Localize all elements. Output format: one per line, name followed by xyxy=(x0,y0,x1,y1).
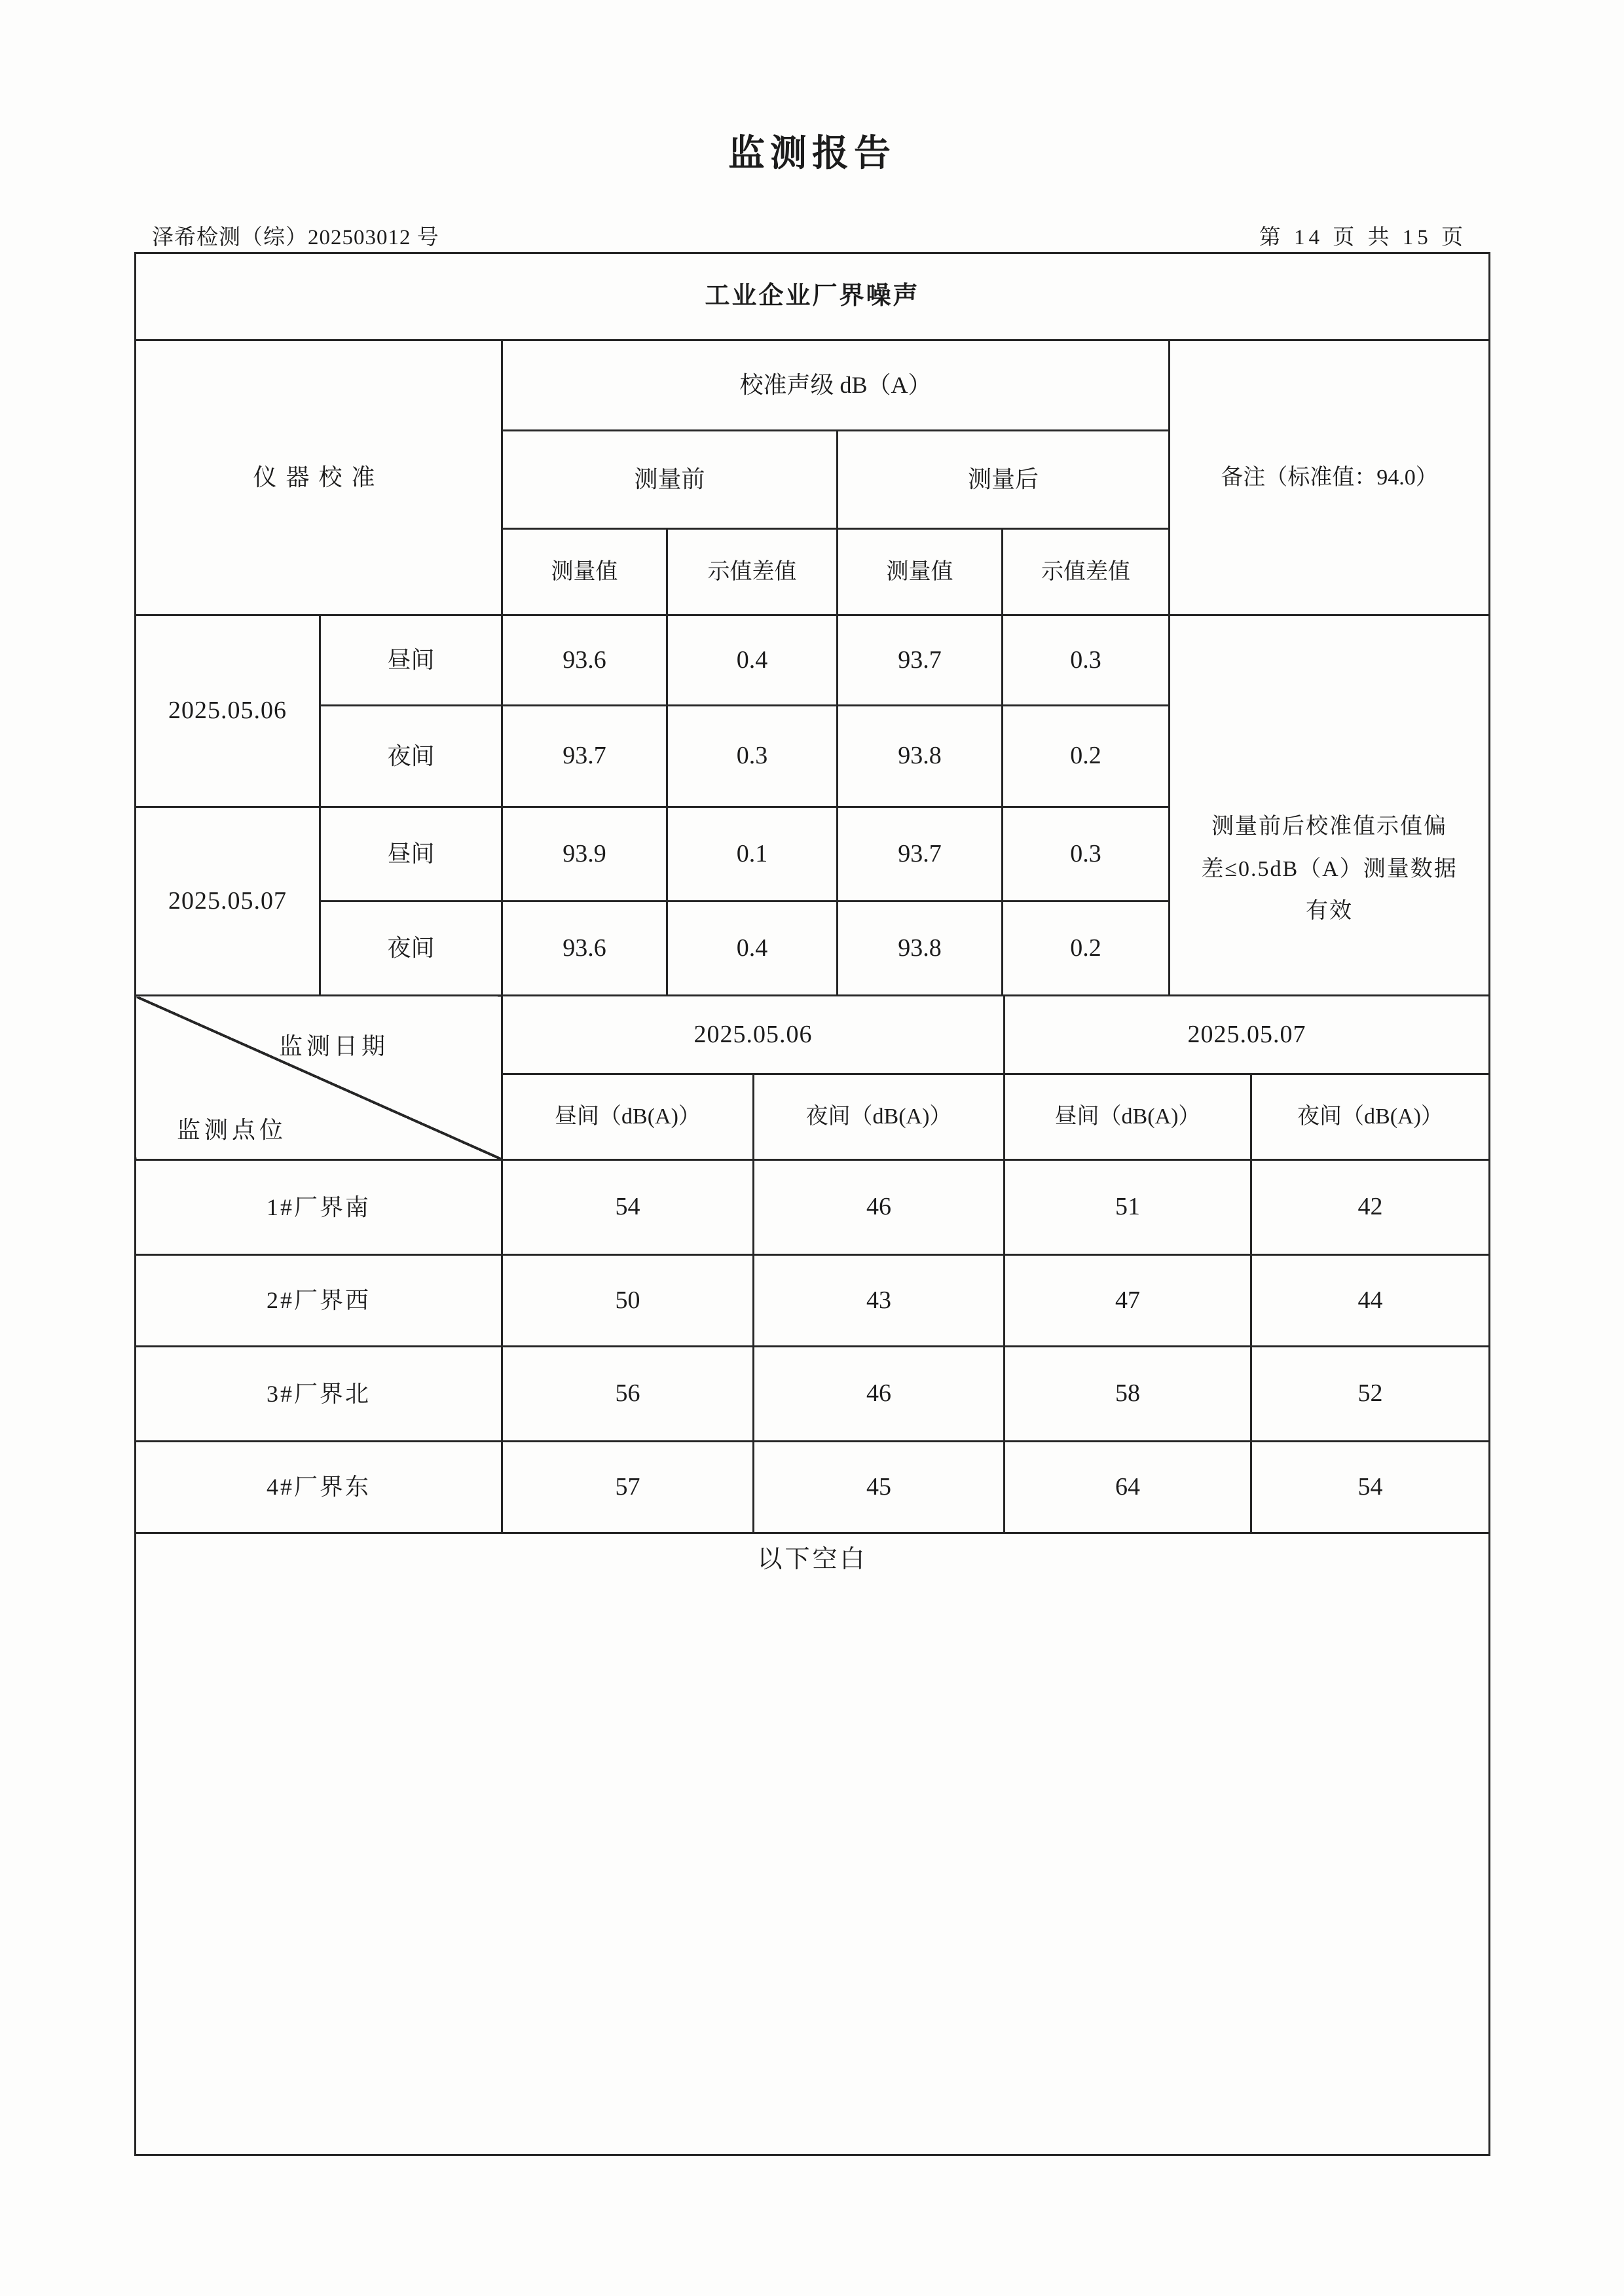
monitoring-point-label: 监测点位 xyxy=(177,1117,287,1143)
calibration-row xyxy=(136,615,1490,706)
night-column-header: 夜间（dB(A)） xyxy=(1251,1074,1490,1160)
noise-value: 47 xyxy=(1005,1255,1251,1347)
after-indication-diff: 0.2 xyxy=(1003,902,1170,996)
remark-note xyxy=(1170,615,1490,996)
monitoring-point: 4#厂界东 xyxy=(136,1442,502,1533)
page-title: 监测报告 xyxy=(728,134,896,174)
calibration-table xyxy=(134,252,1490,996)
indication-diff-header: 示值差值 xyxy=(667,529,838,615)
noise-value: 54 xyxy=(1251,1442,1490,1533)
noise-value: 51 xyxy=(1005,1160,1251,1255)
after-indication-diff: 0.3 xyxy=(1003,807,1170,902)
doc-number: 泽希检测（综）202503012 号 xyxy=(152,226,439,249)
before-measured-value: 93.7 xyxy=(502,706,667,807)
noise-value: 44 xyxy=(1251,1255,1490,1347)
noise-value: 58 xyxy=(1005,1347,1251,1442)
calibration-header-row-1 xyxy=(136,340,1490,431)
after-measured-value: 93.7 xyxy=(838,807,1003,902)
period-label: 昼间 xyxy=(320,807,502,902)
noise-value: 46 xyxy=(754,1160,1005,1255)
monitoring-row xyxy=(136,1442,1490,1533)
noise-value: 54 xyxy=(502,1160,754,1255)
period-label: 夜间 xyxy=(320,902,502,996)
noise-value: 57 xyxy=(502,1442,754,1533)
noise-table-wrap xyxy=(134,252,1488,2156)
noise-value: 64 xyxy=(1005,1442,1251,1533)
monitoring-date: 2025.05.07 xyxy=(1005,996,1490,1074)
before-measured-value: 93.9 xyxy=(502,807,667,902)
before-indication-diff: 0.3 xyxy=(667,706,838,807)
noise-value: 45 xyxy=(754,1442,1005,1533)
blank-below-note: 以下空白 xyxy=(136,1533,1490,2155)
night-column-header: 夜间（dB(A)） xyxy=(754,1074,1005,1160)
before-measured-value: 93.6 xyxy=(502,615,667,706)
noise-value: 42 xyxy=(1251,1160,1490,1255)
after-measured-value: 93.8 xyxy=(838,902,1003,996)
diagonal-header-cell xyxy=(136,996,502,1160)
noise-value: 43 xyxy=(754,1255,1005,1347)
monitoring-date-label: 监测日期 xyxy=(279,1033,390,1059)
after-indication-diff: 0.2 xyxy=(1003,706,1170,807)
after-measure-label: 测量后 xyxy=(838,431,1170,529)
before-indication-diff: 0.4 xyxy=(667,902,838,996)
noise-value: 50 xyxy=(502,1255,754,1347)
monitoring-header-row-1 xyxy=(136,996,1490,1074)
day-column-header: 昼间（dB(A)） xyxy=(1005,1074,1251,1160)
blank-footer-row xyxy=(136,1533,1490,2155)
monitoring-row xyxy=(136,1347,1490,1442)
monitoring-point: 3#厂界北 xyxy=(136,1347,502,1442)
before-indication-diff: 0.4 xyxy=(667,615,838,706)
measured-value-header: 测量值 xyxy=(502,529,667,615)
calibration-level-label: 校准声级 dB（A） xyxy=(502,340,1170,431)
monitoring-point: 1#厂界南 xyxy=(136,1160,502,1255)
monitoring-point: 2#厂界西 xyxy=(136,1255,502,1347)
indication-diff-header: 示值差值 xyxy=(1003,529,1170,615)
day-column-header: 昼间（dB(A)） xyxy=(502,1074,754,1160)
remark-note-line: 测量前后校准值示值偏 xyxy=(1211,814,1448,839)
measured-value-header: 测量值 xyxy=(838,529,1003,615)
before-indication-diff: 0.1 xyxy=(667,807,838,902)
period-label: 夜间 xyxy=(320,706,502,807)
noise-value: 52 xyxy=(1251,1347,1490,1442)
noise-value: 46 xyxy=(754,1347,1005,1442)
after-measured-value: 93.8 xyxy=(838,706,1003,807)
calibration-date: 2025.05.07 xyxy=(136,807,320,996)
after-measured-value: 93.7 xyxy=(838,615,1003,706)
before-measure-label: 测量前 xyxy=(502,431,838,529)
table-title-row xyxy=(136,253,1490,340)
table-title: 工业企业厂界噪声 xyxy=(136,253,1490,340)
monitoring-row xyxy=(136,1255,1490,1347)
calibration-date: 2025.05.06 xyxy=(136,615,320,807)
remark-note-line: 有效 xyxy=(1306,899,1354,924)
monitoring-row xyxy=(136,1160,1490,1255)
noise-value: 56 xyxy=(502,1347,754,1442)
page-indicator: 第 14 页 共 15 页 xyxy=(1259,226,1467,249)
monitoring-table xyxy=(134,994,1490,2156)
remark-note-line: 差≤0.5dB（A）测量数据 xyxy=(1201,856,1458,881)
after-indication-diff: 0.3 xyxy=(1003,615,1170,706)
period-label: 昼间 xyxy=(320,615,502,706)
monitoring-date: 2025.05.06 xyxy=(502,996,1005,1074)
before-measured-value: 93.6 xyxy=(502,902,667,996)
instrument-calibration-label: 仪器校准 xyxy=(136,340,502,615)
remark-header: 备注（标准值：94.0） xyxy=(1170,340,1490,615)
